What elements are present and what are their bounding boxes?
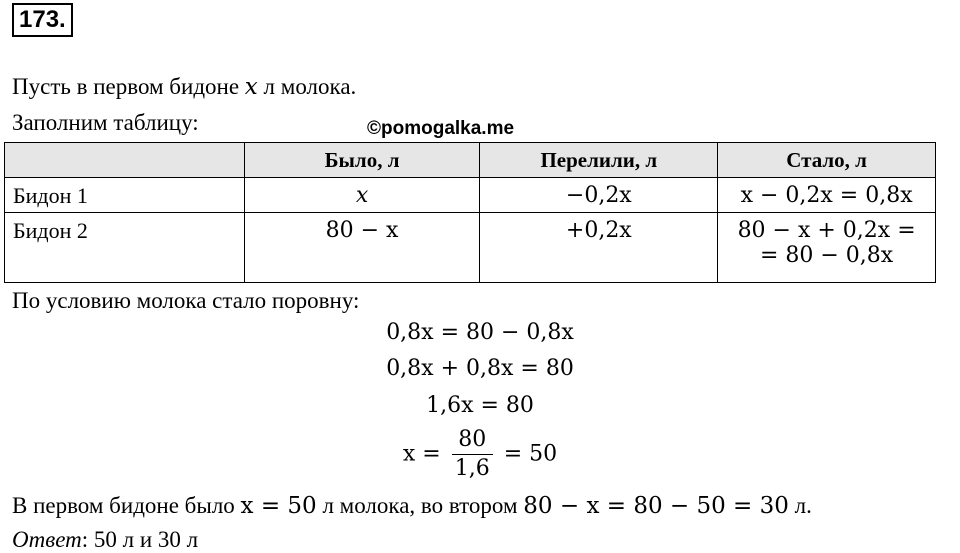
table-row — [5, 178, 936, 213]
row-label: Бидон 2 — [5, 213, 245, 283]
data-table — [4, 142, 936, 283]
cell-poured: +0,2x — [480, 213, 718, 283]
variable-x: x — [244, 74, 258, 100]
conclusion-text: В первом бидоне было — [12, 493, 241, 518]
equation-fraction — [0, 426, 960, 483]
problem-number: 173. — [12, 3, 73, 37]
fraction-rhs: = 50 — [503, 441, 558, 467]
row-label: Бидон 1 — [5, 178, 245, 213]
equation-3: 1,6x = 80 — [426, 393, 534, 418]
intro-line-1 — [12, 74, 356, 100]
condition-text: По условию молока стало поровну: — [12, 288, 360, 313]
conclusion-math-2: 80 − x = 80 − 50 = 30 — [523, 493, 789, 519]
fraction-lhs: x = — [402, 441, 441, 467]
intro-line-2: Заполним таблицу: — [12, 110, 199, 135]
intro-text: Пусть в первом бидоне — [12, 74, 245, 99]
fraction-numerator: 80 — [452, 426, 493, 455]
cell-became-line-1: 80 − x + 0,2x = — [737, 218, 916, 243]
intro-text-end: л молока. — [257, 74, 357, 99]
cell-became-line-2: = 80 − 0,8x — [759, 243, 894, 268]
conclusion-text-end: л. — [788, 493, 812, 518]
conclusion-text-mid: л молока, во втором — [316, 493, 524, 518]
table-row — [5, 213, 936, 283]
fraction-denominator: 1,6 — [454, 456, 490, 481]
answer-label: Ответ — [12, 527, 82, 552]
answer-text: : 50 л и 30 л — [81, 527, 199, 552]
table-header-became: Стало, л — [718, 143, 936, 178]
watermark: ©pomogalka.me — [367, 118, 515, 139]
answer-line — [12, 527, 198, 553]
equation-2: 0,8x + 0,8x = 80 — [386, 356, 574, 381]
cell-became: x − 0,2x = 0,8x — [718, 178, 936, 213]
cell-was: 80 − x — [244, 213, 480, 283]
fraction — [452, 426, 493, 483]
table-header-poured: Перелили, л — [480, 143, 718, 178]
conclusion-line — [12, 493, 812, 519]
conclusion-math-1: x = 50 — [240, 493, 317, 519]
cell-became — [718, 213, 936, 283]
equation-1: 0,8x = 80 − 0,8x — [386, 320, 574, 345]
cell-poured: −0,2x — [480, 178, 718, 213]
cell-was: x — [244, 178, 480, 213]
table-header-was: Было, л — [244, 143, 480, 178]
table-header-empty — [5, 143, 245, 178]
table-header-row — [5, 143, 936, 178]
